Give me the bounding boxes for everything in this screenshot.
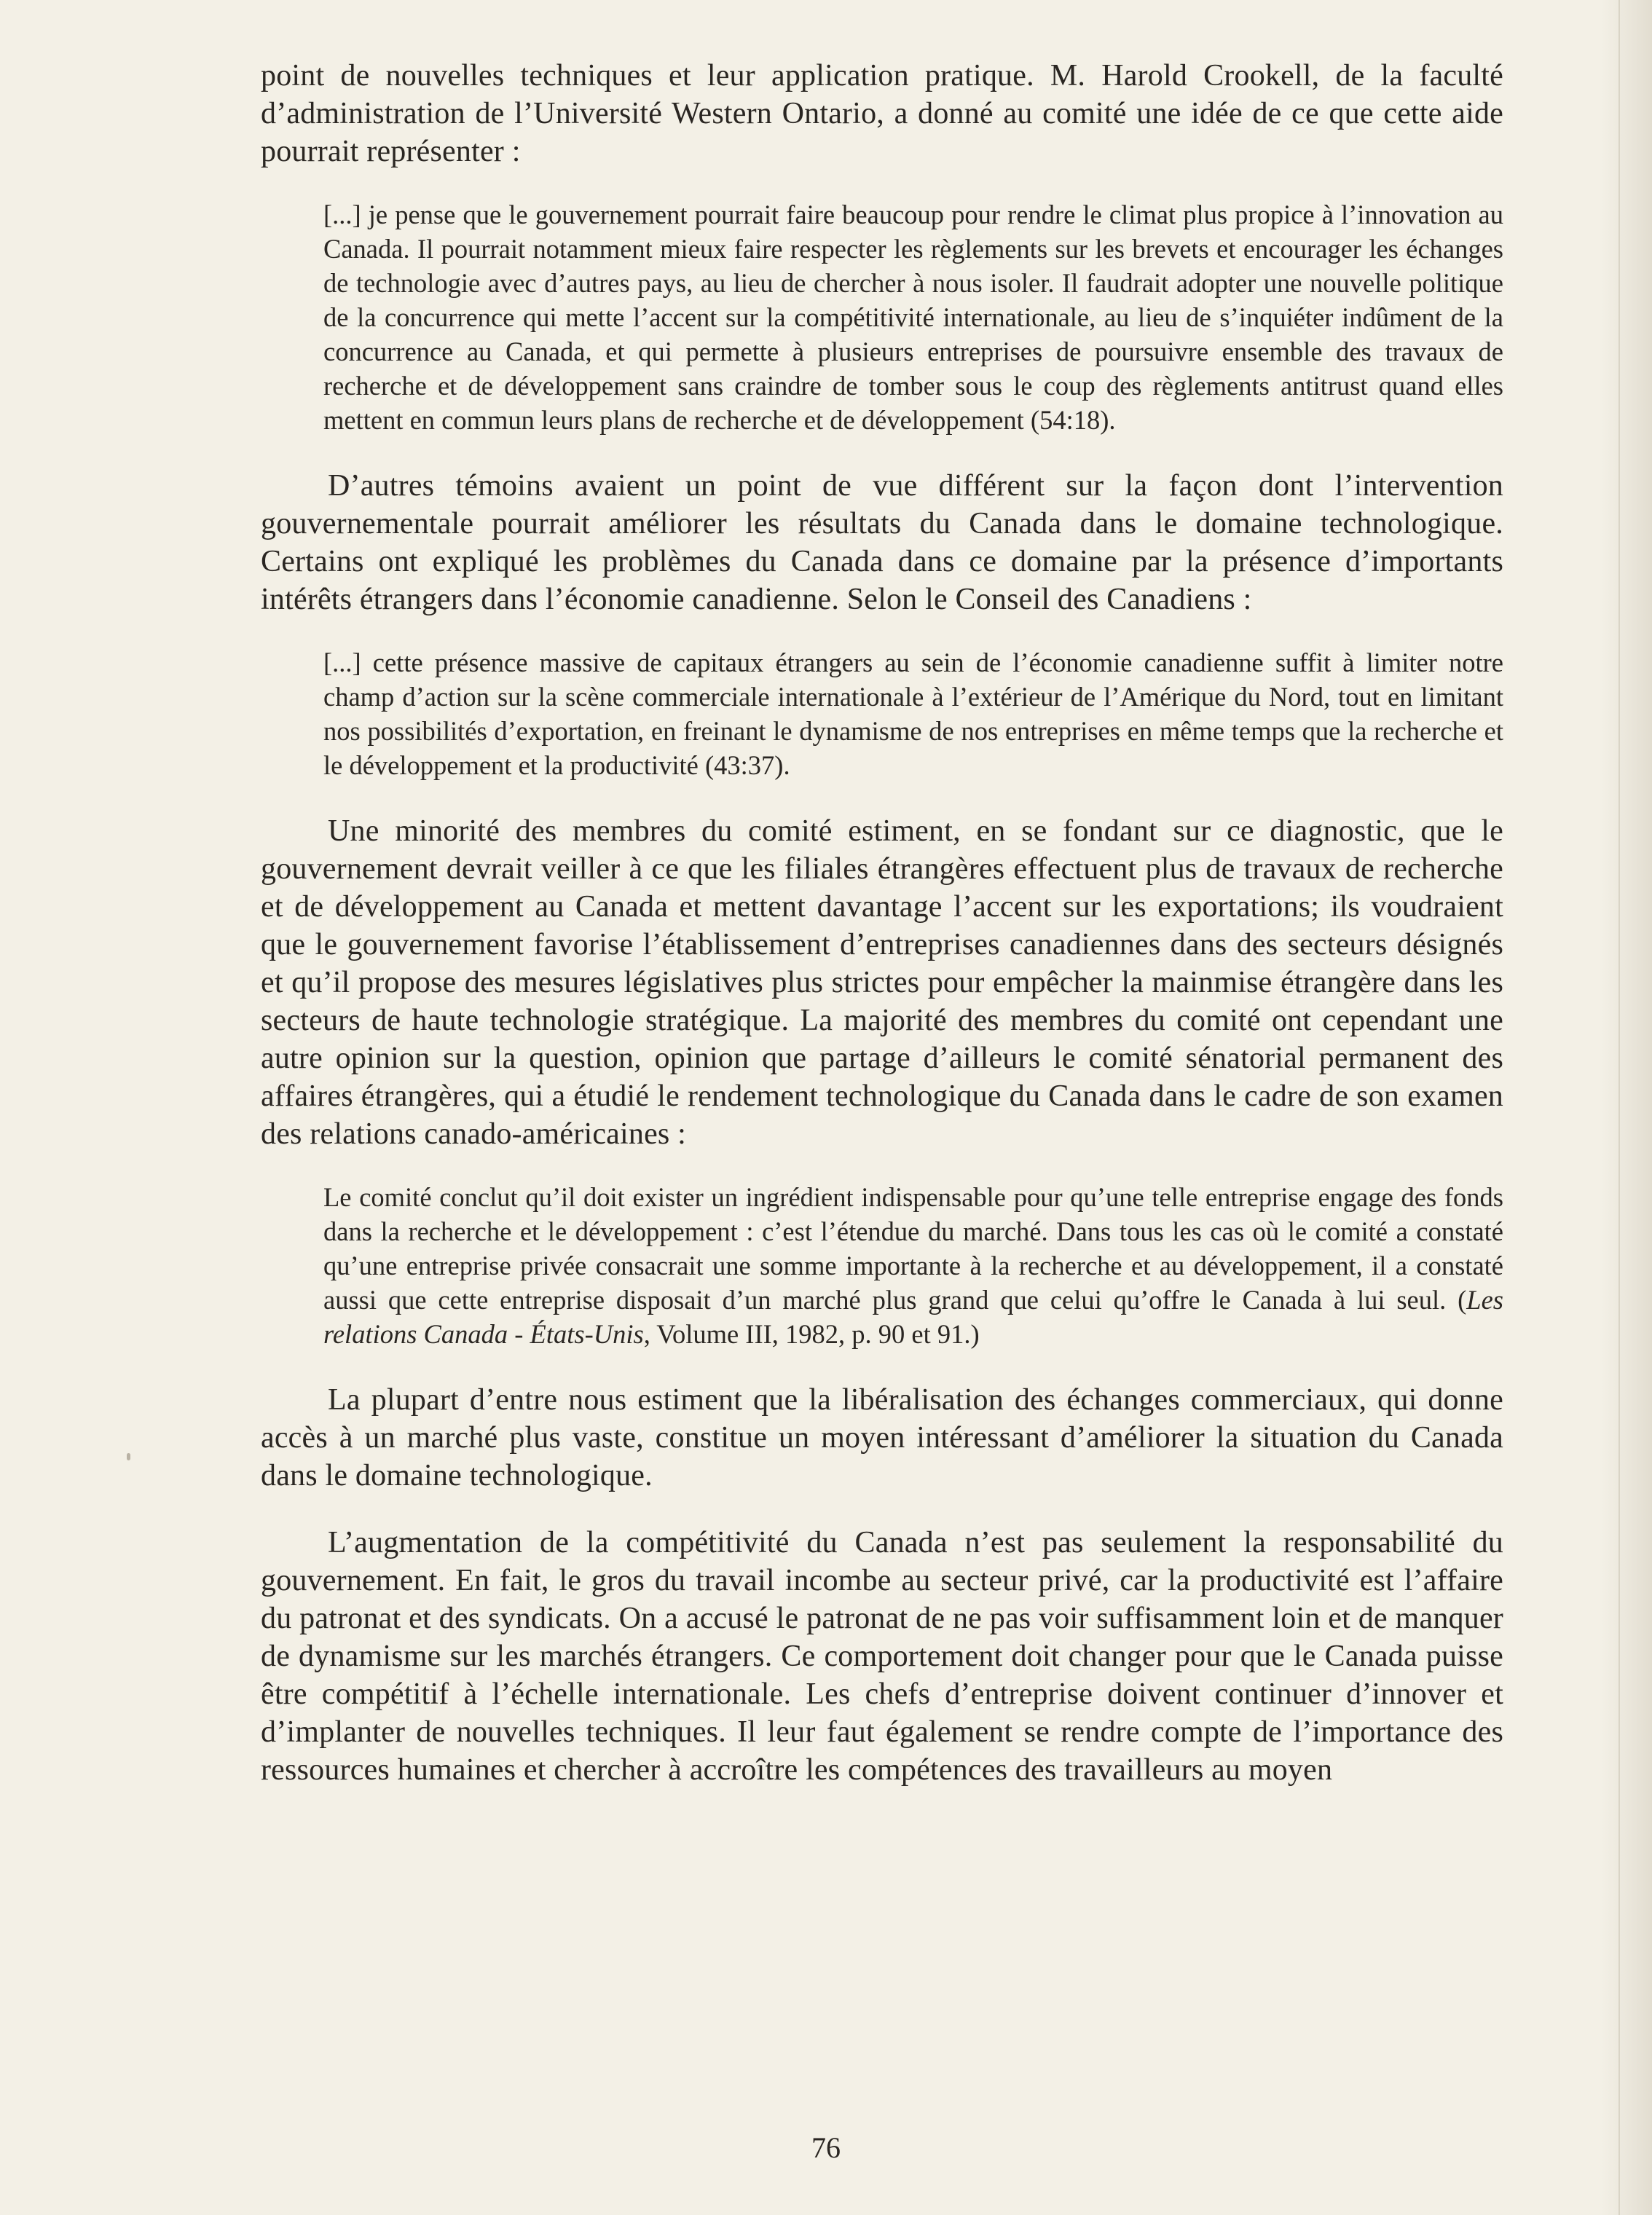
paragraph-intro: point de nouvelles techniques et leur application pratique. M. Harold Crookell, de la faculté d’administration de l’Université Western Ontario, a donné au comité une idée de ce que cette aide pourrait représenter : [261, 59, 1503, 168]
page-fold-line [1618, 0, 1620, 2215]
paragraph-other-witnesses: D’autres témoins avaient un point de vue différent sur la façon dont l’intervention gouvernementale pourrait améliorer les résultats du Canada dans le domaine technologique. Certains ont expliqué les problèmes du Canada dans ce domaine par la présence d’importants intérêts étrangers dans l’économie canadienne. Selon le Conseil des Canadiens : [261, 469, 1503, 616]
paper-speck [127, 1453, 130, 1460]
quote-crookell: [...] je pense que le gouvernement pourrait faire beaucoup pour rendre le climat plus propice à l’innovation au Canada. Il pourrait notamment mieux faire respecter les règlements sur les brevets et encourager les échanges de technologie avec d’autres pays, au lieu de chercher à nous isoler. Il faudrait adopter une nouvelle politique de la concurrence qui mette l’accent sur la compétitivité internationale, au lieu de s’inquiéter indûment de la concurrence au Canada, et qui permette à plusieurs entreprises de poursuivre ensemble des travaux de recherche et de développement sans craindre de tomber sous le coup des règlements antitrust quand elles mettent en commun leurs plans de recherche et de développement (54:18). [323, 200, 1503, 435]
paragraph-committee-minority: Une minorité des membres du comité estiment, en se fondant sur ce diagnostic, que le gouvernement devrait veiller à ce que les filiales étrangères effectuent plus de travaux de recherche et de développement au Canada et mettent davantage l’accent sur les exportations; ils voudraient que le gouvernement favorise l’établissement d’entreprises canadiennes dans des secteurs désignés et qu’il propose des mesures législatives plus strictes pour empêcher la mainmise étrangère dans les secteurs de haute technologie stratégique. La majorité des membres du comité ont cependant une autre opinion sur la question, opinion que partage d’ailleurs le comité sénatorial permanent des affaires étrangères, qui a étudié le rendement technologique du Canada dans le cadre de son examen des relations canado-américaines : [261, 814, 1503, 1151]
citation-title: Les relations Canada - États-Unis [323, 1285, 1503, 1349]
page-number: 76 [811, 2131, 841, 2164]
paragraph-competitiveness: L’augmentation de la compétitivité du Canada n’est pas seulement la responsabilité du gouvernement. En fait, le gros du travail incombe au secteur privé, car la productivité est l’affaire du patronat et des syndicats. On a accusé le patronat de ne pas voir suffisamment loin et de manquer de dynamisme sur les marchés étrangers. Ce comportement doit changer pour que le Canada puisse être compétitif à l’échelle internationale. Les chefs d’entreprise doivent continuer d’innover et d’implanter de nouvelles techniques. Il leur faut également se rendre compte de l’importance des ressources humaines et chercher à accroître les compétences des travailleurs au moyen [261, 1526, 1503, 1787]
quote-conseil-des-canadiens: [...] cette présence massive de capitaux étrangers au sein de l’économie canadienne suffit à limiter notre champ d’action sur la scène commerciale internationale à l’extérieur de l’Amérique du Nord, tout en limitant nos possibilités d’exportation, en freinant le dynamisme de nos entreprises en même temps que la recherche et le développement et la productivité (43:37). [323, 648, 1503, 780]
citation-details: , Volume III, 1982, p. 90 et 91.) [643, 1319, 980, 1349]
page-body [261, 57, 1503, 1789]
page-edge-shadow [1601, 0, 1652, 2215]
paragraph-trade-liberalization: La plupart d’entre nous estiment que la libéralisation des échanges commerciaux, qui donne accès à un marché plus vaste, constitue un moyen intéressant d’améliorer la situation du Canada dans le domaine technologique. [261, 1383, 1503, 1492]
quote-senate-committee [323, 1180, 1503, 1351]
quote-senate-text: Le comité conclut qu’il doit exister un ingrédient indispensable pour qu’une telle entreprise engage des fonds dans la recherche et le développement : c’est l’étendue du marché. Dans tous les cas où le comité a constaté qu’une entreprise privée consacrait une somme importante à la recherche et au développement, il a constaté aussi que cette entreprise disposait d’un marché plus grand que celui qu’offre le Canada à lui seul. ( [323, 1182, 1503, 1315]
